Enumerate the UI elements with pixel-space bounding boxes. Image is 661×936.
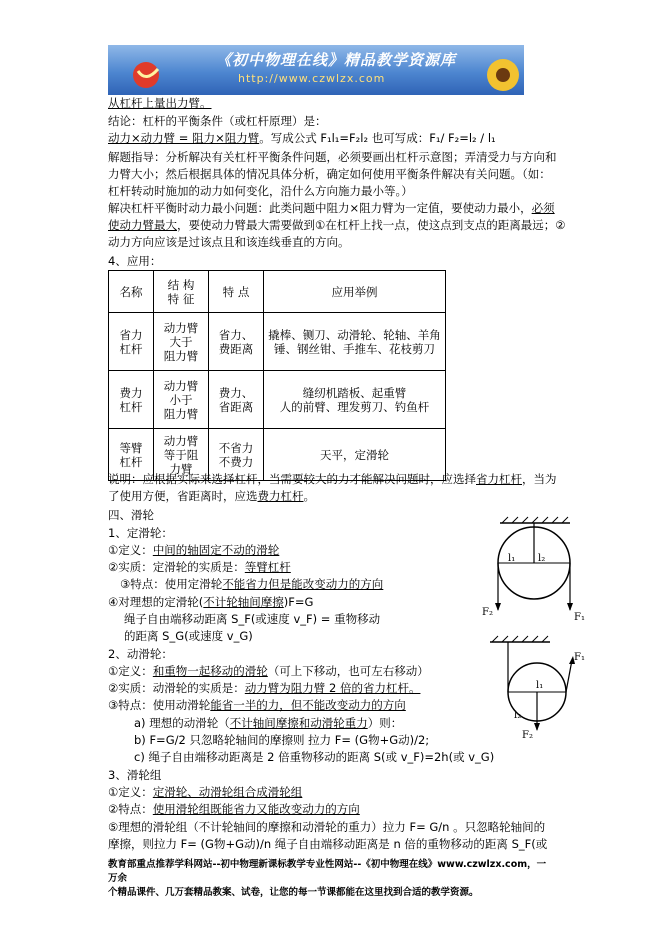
table-header: 名称 — [109, 271, 154, 313]
table-cell: 天平，定滑轮 — [264, 429, 446, 481]
text-line: ②实质：定滑轮的实质是：等臂杠杆 — [108, 560, 291, 574]
table-cell: 等臂 杠杆 — [109, 429, 154, 481]
label-l2: l₂ — [514, 710, 522, 721]
text-line: 摩擦，则拉力 F= (G物+G动)/n 绳子自由端移动距离是 n 倍的重物移动的距离 S_F(或 — [108, 837, 548, 851]
label-f1: F₁ — [574, 652, 585, 663]
text-line: 解决杠杆平衡时动力最小问题：此类问题中阻力×阻力臂为一定值，要使动力最小，必须 — [108, 201, 555, 215]
label-f2: F₂ — [522, 730, 533, 741]
table-header: 结 构 特 征 — [154, 271, 209, 313]
table-header: 特 点 — [209, 271, 264, 313]
header-banner — [108, 45, 524, 95]
table-cell: 缝纫机踏板、起重臂 人的前臂、理发剪刀、钓鱼杆 — [264, 371, 446, 429]
label-l1: l₁ — [536, 680, 544, 691]
label-l2: l₂ — [538, 553, 546, 564]
text-line: ④对理想的定滑轮(不计轮轴间摩擦)F=G — [108, 595, 314, 609]
text-line: c) 绳子自由端移动距离是 2 倍重物移动的距离 S(或 v_F)=2h(或 v_G) — [134, 750, 495, 764]
lever-table — [108, 270, 446, 481]
footer-line: 个精品课件、几万套精品教案、试卷，让您的每一节课都能在这里找到合适的教学资源。 — [108, 887, 479, 898]
table-cell: 动力臂 等于阻 力臂 — [154, 429, 209, 481]
fixed-pulley-diagram — [470, 515, 590, 625]
text-line: 解题指导：分析解决有关杠杆平衡条件问题，必须要画出杠杆示意图；弄清受力与方向和 — [108, 150, 557, 164]
text-line: 2、动滑轮： — [108, 647, 173, 661]
text-line: 的距离 S_G(或速度 v_G) — [124, 629, 253, 643]
section-heading: 四、滑轮 — [108, 508, 154, 522]
footer — [108, 858, 548, 900]
label-f2: F₂ — [482, 607, 493, 618]
text-line: 结论：杠杆的平衡条件（或杠杆原理）是： — [108, 114, 327, 128]
movable-pulley-diagram — [480, 630, 590, 745]
banner-title: 《初中物理在线》精品教学资源库 — [216, 51, 457, 69]
table-cell: 撬棒、铡刀、动滑轮、轮轴、羊角 锤、钢丝钳、手推车、花枝剪刀 — [264, 313, 446, 371]
text-line: 了使用方便，省距离时，应选费力杠杆。 — [108, 489, 315, 503]
text-line: ③特点：使用动滑轮能省一半的力，但不能改变动力的方向 — [108, 698, 406, 712]
footer-line: 教育部重点推荐学科网站--初中物理新课标教学专业性网站--《初中物理在线》www.czwlzx.com，一万余 — [108, 859, 547, 884]
text-line: ②特点：使用滑轮组既能省力又能改变动力的方向 — [108, 802, 360, 816]
text-line: 3、滑轮组 — [108, 768, 162, 782]
banner-url[interactable]: http://www.czwlzx.com — [238, 72, 386, 85]
text-line: 1、定滑轮： — [108, 526, 173, 540]
label-l1: l₁ — [508, 553, 516, 564]
text-line: 说明：应根据实际来选择杠杆，当需要较大的力才能解决问题时，应选择省力杠杆，当为 — [108, 472, 557, 486]
text-line: 杠杆转动时施加的动力如何变化，沿什么方向施力最小等。） — [108, 184, 413, 198]
table-cell: 动力臂 大于 阻力臂 — [154, 313, 209, 371]
section-heading: 4、应用： — [108, 254, 162, 268]
table-cell: 费力 杠杆 — [109, 371, 154, 429]
table-cell: 省力、 费距离 — [209, 313, 264, 371]
text-line: a) 理想的动滑轮（不计轴间摩擦和动滑轮重力）则： — [134, 716, 403, 730]
text-line: 绳子自由端移动距离 S_F(或速度 v_F) = 重物移动 — [124, 612, 381, 626]
text-line: ③特点：使用定滑轮不能省力但是能改变动力的方向 — [120, 577, 384, 591]
text-line: ①定义：中间的轴固定不动的滑轮 — [108, 543, 280, 557]
text-line: 力臂大小；然后根据具体的情况具体分析，确定如何使用平衡条件解决有关问题。（如： — [108, 167, 551, 181]
table-header: 应用举例 — [264, 271, 446, 313]
table-cell: 费力、 省距离 — [209, 371, 264, 429]
text-line: ①定义：和重物一起移动的滑轮（可上下移动，也可左右移动） — [108, 664, 429, 678]
table-cell: 不省力 不费力 — [209, 429, 264, 481]
label-f1: F₁ — [574, 612, 585, 623]
text-line: 使动力臂最大，要使动力臂最大需要做到①在杠杆上找一点，使这点到支点的距离最远；② — [108, 218, 566, 232]
text-line: 动力×动力臂 = 阻力×阻力臂。写成公式 F₁l₁=F₂l₂ 也可写成：F₁/ F₂=l₂ / l₁ — [108, 131, 496, 145]
text-line: ②实质：动滑轮的实质是：动力臂为阻力臂 2 倍的省力杠杆。 — [108, 681, 421, 695]
text-line: b) F=G/2 只忽略轮轴间的摩擦则 拉力 F= (G物+G动)/2; — [134, 733, 430, 747]
text-line: 动力方向应该是过该点且和该连线垂直的方向。 — [108, 235, 350, 249]
text-line: 从杠杆上量出力臂。 — [108, 96, 212, 110]
logo-icon — [133, 62, 159, 88]
text-line: ①定义：定滑轮、动滑轮组合成滑轮组 — [108, 785, 303, 799]
table-cell: 省力 杠杆 — [109, 313, 154, 371]
table-cell: 动力臂 小于 阻力臂 — [154, 371, 209, 429]
text-line: ⑤理想的滑轮组（不计轮轴间的摩擦和动滑轮的重力）拉力 F= G/n 。只忽略轮轴间的 — [108, 820, 546, 834]
